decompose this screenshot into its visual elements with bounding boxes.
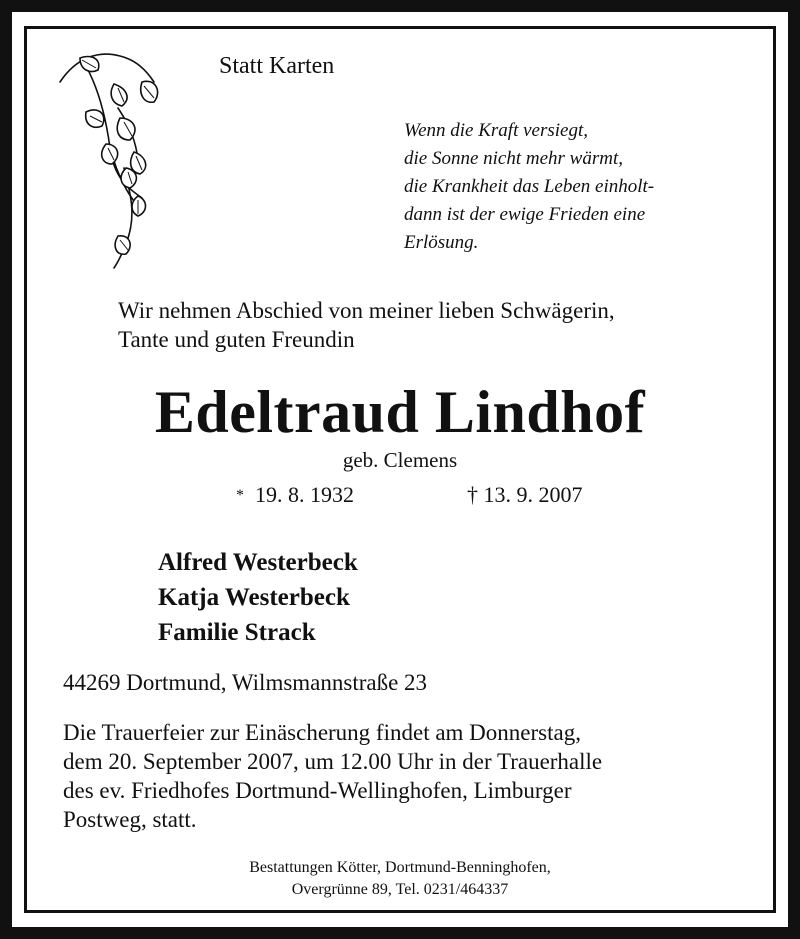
- death-info: [467, 482, 583, 508]
- poem-line: Erlösung.: [404, 232, 479, 253]
- statt-karten-label: Statt Karten: [219, 53, 335, 79]
- death-date: 13. 9. 2007: [483, 482, 583, 507]
- service-info: [63, 718, 602, 834]
- service-line: Postweg, statt.: [63, 807, 197, 832]
- service-line: Die Trauerfeier zur Einäscherung findet am Donnerstag,: [63, 720, 581, 745]
- birth-date: 19. 8. 1932: [255, 482, 354, 507]
- cross-icon: †: [467, 482, 478, 507]
- service-line: dem 20. September 2007, um 12.00 Uhr in der Trauerhalle: [63, 749, 603, 774]
- poem: [404, 117, 654, 257]
- birth-info: [236, 482, 354, 508]
- mourners-list: [158, 545, 358, 650]
- mourner-name: Familie Strack: [158, 619, 316, 646]
- mourner-name: Alfred Westerbeck: [158, 549, 358, 576]
- poem-line: Wenn die Kraft versiegt,: [404, 120, 588, 141]
- footer-line: Overgrünne 89, Tel. 0231/464337: [291, 881, 509, 898]
- maiden-name: geb. Clemens: [342, 448, 458, 472]
- intro-line: Wir nehmen Abschied von meiner lieben Schwägerin,: [118, 298, 615, 323]
- poem-line: die Sonne nicht mehr wärmt,: [404, 148, 624, 169]
- poem-line: dann ist der ewige Frieden eine: [404, 204, 646, 225]
- funeral-home-footer: [0, 857, 800, 901]
- birth-symbol: *: [236, 487, 244, 504]
- address: 44269 Dortmund, Wilmsmannstraße 23: [63, 670, 428, 695]
- deceased-name: Edeltraud Lindhof: [154, 379, 646, 445]
- birch-branch-icon: [58, 48, 170, 274]
- intro-text: [118, 296, 615, 354]
- footer-line: Bestattungen Kötter, Dortmund-Benninghofen,: [249, 859, 551, 876]
- intro-line: Tante und guten Freundin: [118, 327, 355, 352]
- mourner-name: Katja Westerbeck: [158, 584, 350, 611]
- service-line: des ev. Friedhofes Dortmund-Wellinghofen, Limburger: [63, 778, 572, 803]
- poem-line: die Krankheit das Leben einholt-: [404, 176, 655, 197]
